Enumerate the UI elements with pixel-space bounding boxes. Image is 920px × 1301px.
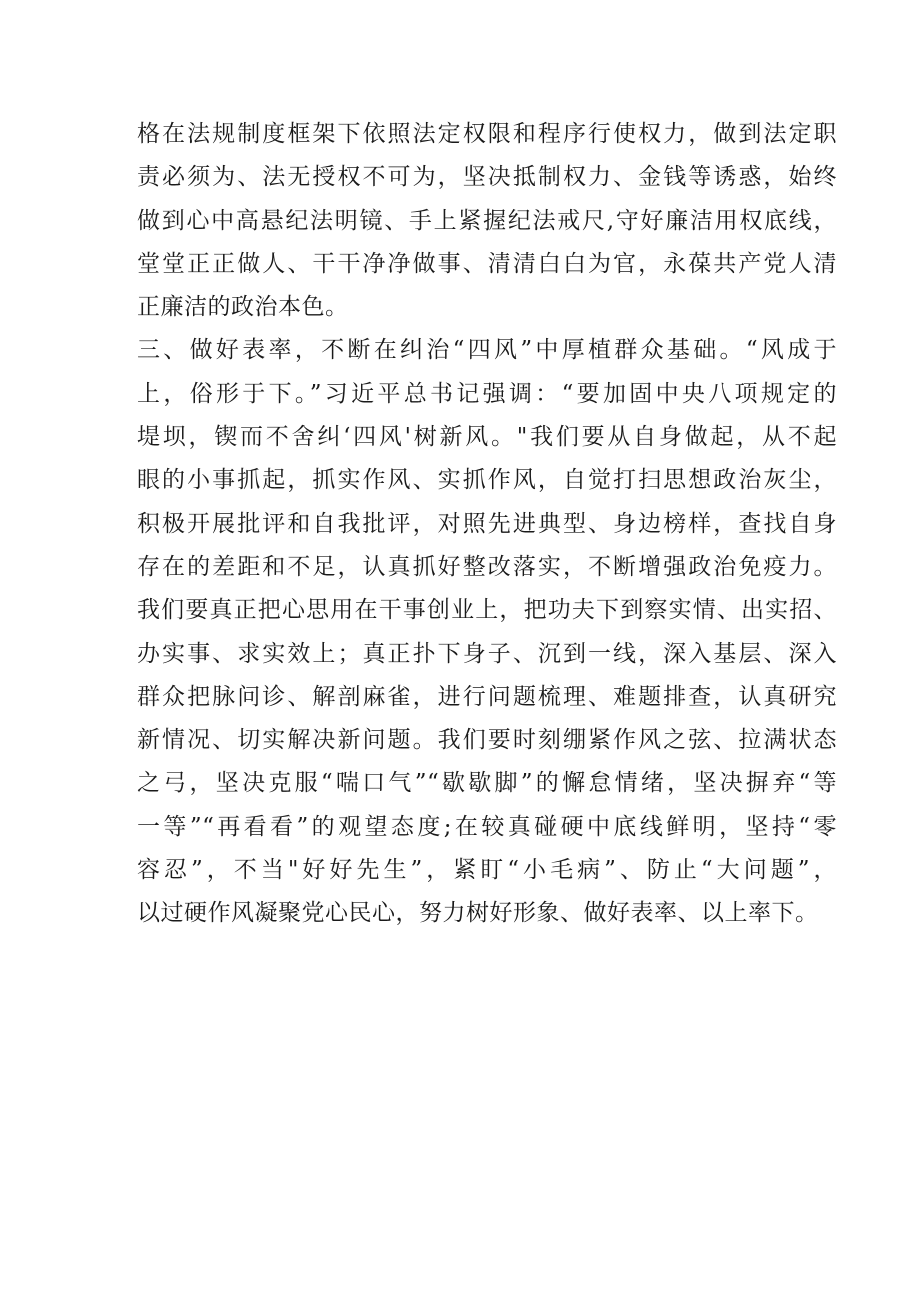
text-line: 新情况、切实解决新问题。我们要时刻绷紧作风之弦、拉满状态 <box>137 727 837 754</box>
body-text <box>137 113 837 936</box>
text-line: 我们要真正把心思用在干事创业上，把功夫下到察实情、出实招、 <box>137 597 837 624</box>
text-line: 以过硬作风凝聚党心民心，努力树好形象、做好表率、以上率下。 <box>137 900 819 927</box>
text-line: 做到心中高悬纪法明镜、手上紧握纪法戒尺,守好廉洁用权底线， <box>137 207 837 234</box>
text-line: 一等”“再看看”的观望态度;在较真碰硬中底线鲜明，坚持“零 <box>137 813 837 840</box>
text-line: 格在法规制度框架下依照法定权限和程序行使权力，做到法定职 <box>137 121 837 147</box>
text-line: 存在的差距和不足，认真抓好整改落实，不断增强政治免疫力。 <box>137 553 837 580</box>
text-line: 容忍”，不当"好好先生”，紧盯“小毛病”、防止“大问题”， <box>137 857 837 884</box>
text-line: 上，俗形于下。”习近平总书记强调：“要加固中央八项规定的 <box>137 380 837 407</box>
text-line: 责必须为、法无授权不可为，坚决抵制权力、金钱等诱惑，始终 <box>137 164 837 191</box>
text-line: 积极开展批评和自我批评，对照先进典型、身边榜样，查找自身 <box>137 510 837 537</box>
text-line: 之弓，坚决克服“喘口气”“歇歇脚”的懈怠情绪，坚决摒弃“等 <box>137 770 837 797</box>
text-line: 群众把脉问诊、解剖麻雀，进行问题梳理、难题排查，认真研究 <box>137 683 837 710</box>
text-line: 堂堂正正做人、干干净净做事、清清白白为官，永葆共产党人清 <box>137 250 837 277</box>
text-line: 正廉洁的政治本色。 <box>137 294 349 321</box>
text-line: 眼的小事抓起，抓实作风、实抓作风，自觉打扫思想政治灰尘， <box>137 467 837 494</box>
text-line: 堤坝，锲而不舍纠‘四风'树新风。"我们要从自身做起，从不起 <box>137 424 837 451</box>
text-line: 办实事、求实效上；真正扑下身子、沉到一线，深入基层、深入 <box>137 640 837 667</box>
section-heading-line: 三、做好表率，不断在纠治“四风”中厚植群众基础。“风成于 <box>137 337 837 364</box>
